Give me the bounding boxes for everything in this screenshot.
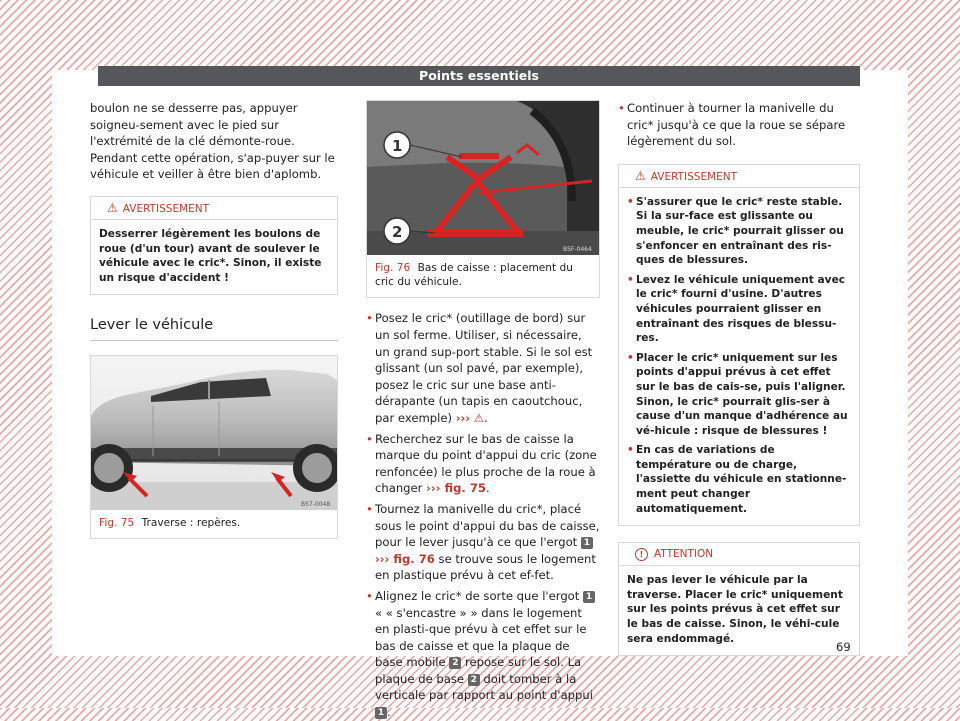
figure-75-label: Fig. 75 bbox=[99, 516, 135, 529]
step-continue-crank: • Continuer à tourner la manivelle du cric* jusqu'à ce que la roue se sépare légèrement du sol. bbox=[618, 100, 860, 150]
figure-75-code: B57-0048 bbox=[301, 500, 331, 508]
warning-label: AVERTISSEMENT bbox=[122, 202, 210, 215]
figure-75-caption bbox=[91, 510, 337, 538]
warning-header bbox=[91, 197, 337, 220]
step-turn-crank-text-a: Tournez la manivelle du cric*, placé sous le point d'appui du bas de caisse, pour le lever jusqu'à ce que l'ergot bbox=[375, 501, 600, 550]
step-turn-crank bbox=[366, 501, 600, 584]
step-align-jack-end: . bbox=[387, 705, 391, 720]
warning-item: • Placer le cric* uniquement sur les points d'appui prévus à cet effet sur le bas de cais-se, puis l'aligner. Sinon, le cric* pourrait glis-ser à cause d'un manque d'adhérence au vé-hicule : risque de blessures ! bbox=[627, 351, 851, 439]
section-title-lift-vehicle: Lever le véhicule bbox=[90, 317, 338, 341]
warning-header bbox=[619, 165, 859, 188]
info-circle-icon: ! bbox=[635, 548, 648, 561]
figure-76-code: B5F-0464 bbox=[563, 246, 592, 253]
figure-76-marker-1: 1 bbox=[392, 137, 403, 155]
figure-76-caption bbox=[367, 255, 599, 297]
attention-text: Ne pas lever le véhicule par la traverse. Placer le cric* uniquement sur les points prévus à cet effet sur le bas de caisse. Sinon, le véhi-cule sera endommagé. bbox=[627, 574, 843, 645]
figure-76-caption-text: Bas de caisse : placement du cric du véhicule. bbox=[375, 262, 573, 289]
warning-item: • En cas de variations de température ou de charge, l'assiette du véhicule en stationne-ment peut changer automatiquement. bbox=[627, 443, 851, 516]
step-place-jack-end: . bbox=[484, 410, 488, 425]
warning-box-wheel-bolts bbox=[90, 196, 338, 295]
attention-box bbox=[618, 542, 860, 656]
step-find-mark bbox=[366, 431, 600, 497]
fig-76-ref-link[interactable]: ››› fig. 76 bbox=[375, 551, 435, 566]
step-place-jack-text: Posez le cric* (outillage de bord) sur un sol ferme. Utiliser, si nécessaire, un grand sup-port stable. Si le sol est glissant (un sol pavé, par exemple), posez le cric sur une base anti-dérapante (un tapis en caoutchouc, par exemple) bbox=[375, 311, 593, 425]
marker-badge-1: 1 bbox=[581, 537, 593, 549]
warning-triangle-icon: ⚠ bbox=[473, 410, 485, 425]
step-find-mark-text: Recherchez sur le bas de caisse la marque du point d'appui du cric (zone renfoncée) le plus proche de la roue à changer bbox=[375, 431, 597, 496]
warning-ref-link[interactable]: ››› bbox=[455, 410, 471, 425]
marker-badge-1: 1 bbox=[375, 707, 387, 719]
warning-triangle-icon: ⚠ bbox=[107, 200, 118, 215]
warning-text: Desserrer légèrement les boulons de roue (d'un tour) avant de soulever le véhicule avec le cric*. Sinon, il existe un risque d'accident ! bbox=[99, 227, 322, 284]
page-number: 69 bbox=[836, 640, 851, 654]
attention-header bbox=[619, 543, 859, 566]
warning-list bbox=[619, 188, 859, 525]
step-place-jack bbox=[366, 310, 600, 426]
column-left bbox=[90, 100, 338, 539]
warning-item: • Levez le véhicule uniquement avec le cric* fourni d'usine. D'autres véhicules pourraient glisser en entraînant des risques de blessu-res. bbox=[627, 273, 851, 346]
column-right bbox=[618, 100, 860, 656]
figure-76-marker-2: 2 bbox=[392, 223, 403, 241]
marker-badge-1: 1 bbox=[583, 591, 595, 603]
step-turn-crank-text-b: se trouve sous le logement en plastique prévu à cet ef-fet. bbox=[375, 551, 596, 583]
jack-placement-image bbox=[367, 101, 599, 255]
marker-badge-2: 2 bbox=[468, 674, 480, 686]
step-align-jack-text-c: repose sur le sol. La plaque de base bbox=[375, 655, 582, 686]
marker-badge-2: 2 bbox=[449, 657, 461, 669]
column-middle bbox=[366, 100, 600, 721]
step-find-mark-end: . bbox=[485, 481, 490, 496]
attention-label: ATTENTION bbox=[654, 548, 714, 561]
step-align-jack-text-b: « « s'encastre » » dans le logement en plasti-que prévu à cet effet sur le bas de caisse et que la plaque de base mobile bbox=[375, 605, 587, 670]
figure-76 bbox=[366, 100, 600, 298]
figure-76-label: Fig. 76 bbox=[375, 262, 411, 274]
warning-triangle-icon: ⚠ bbox=[635, 168, 646, 183]
suv-side-view-image bbox=[91, 356, 337, 510]
figure-75 bbox=[90, 355, 338, 539]
figure-75-caption-text: Traverse : repères. bbox=[141, 516, 241, 529]
step-align-jack-text-d: doit tomber à la verticale par rapport au point d'appui bbox=[375, 671, 593, 703]
fig-75-ref-link[interactable]: ››› fig. 75 bbox=[426, 481, 486, 496]
section-header: Points essentiels bbox=[98, 66, 860, 86]
step-align-jack-text-a: Alignez le cric* de sorte que l'ergot bbox=[375, 588, 580, 603]
step-align-jack bbox=[366, 588, 600, 721]
warning-label: AVERTISSEMENT bbox=[650, 170, 738, 183]
warning-item: • S'assurer que le cric* reste stable. Si la sur-face est glissante ou meuble, le cric* pourrait glisser ou s'enfoncer en entraînant des ris-ques de blessures. bbox=[627, 195, 851, 268]
intro-paragraph: boulon ne se desserre pas, appuyer soigneu-sement avec le pied sur l'extrémité de la clé démonte-roue. Pendant cette opération, s'ap-puyer sur le véhicule et veiller à être bien d'aplomb. bbox=[90, 101, 335, 182]
warning-box-jack-safety bbox=[618, 164, 860, 526]
